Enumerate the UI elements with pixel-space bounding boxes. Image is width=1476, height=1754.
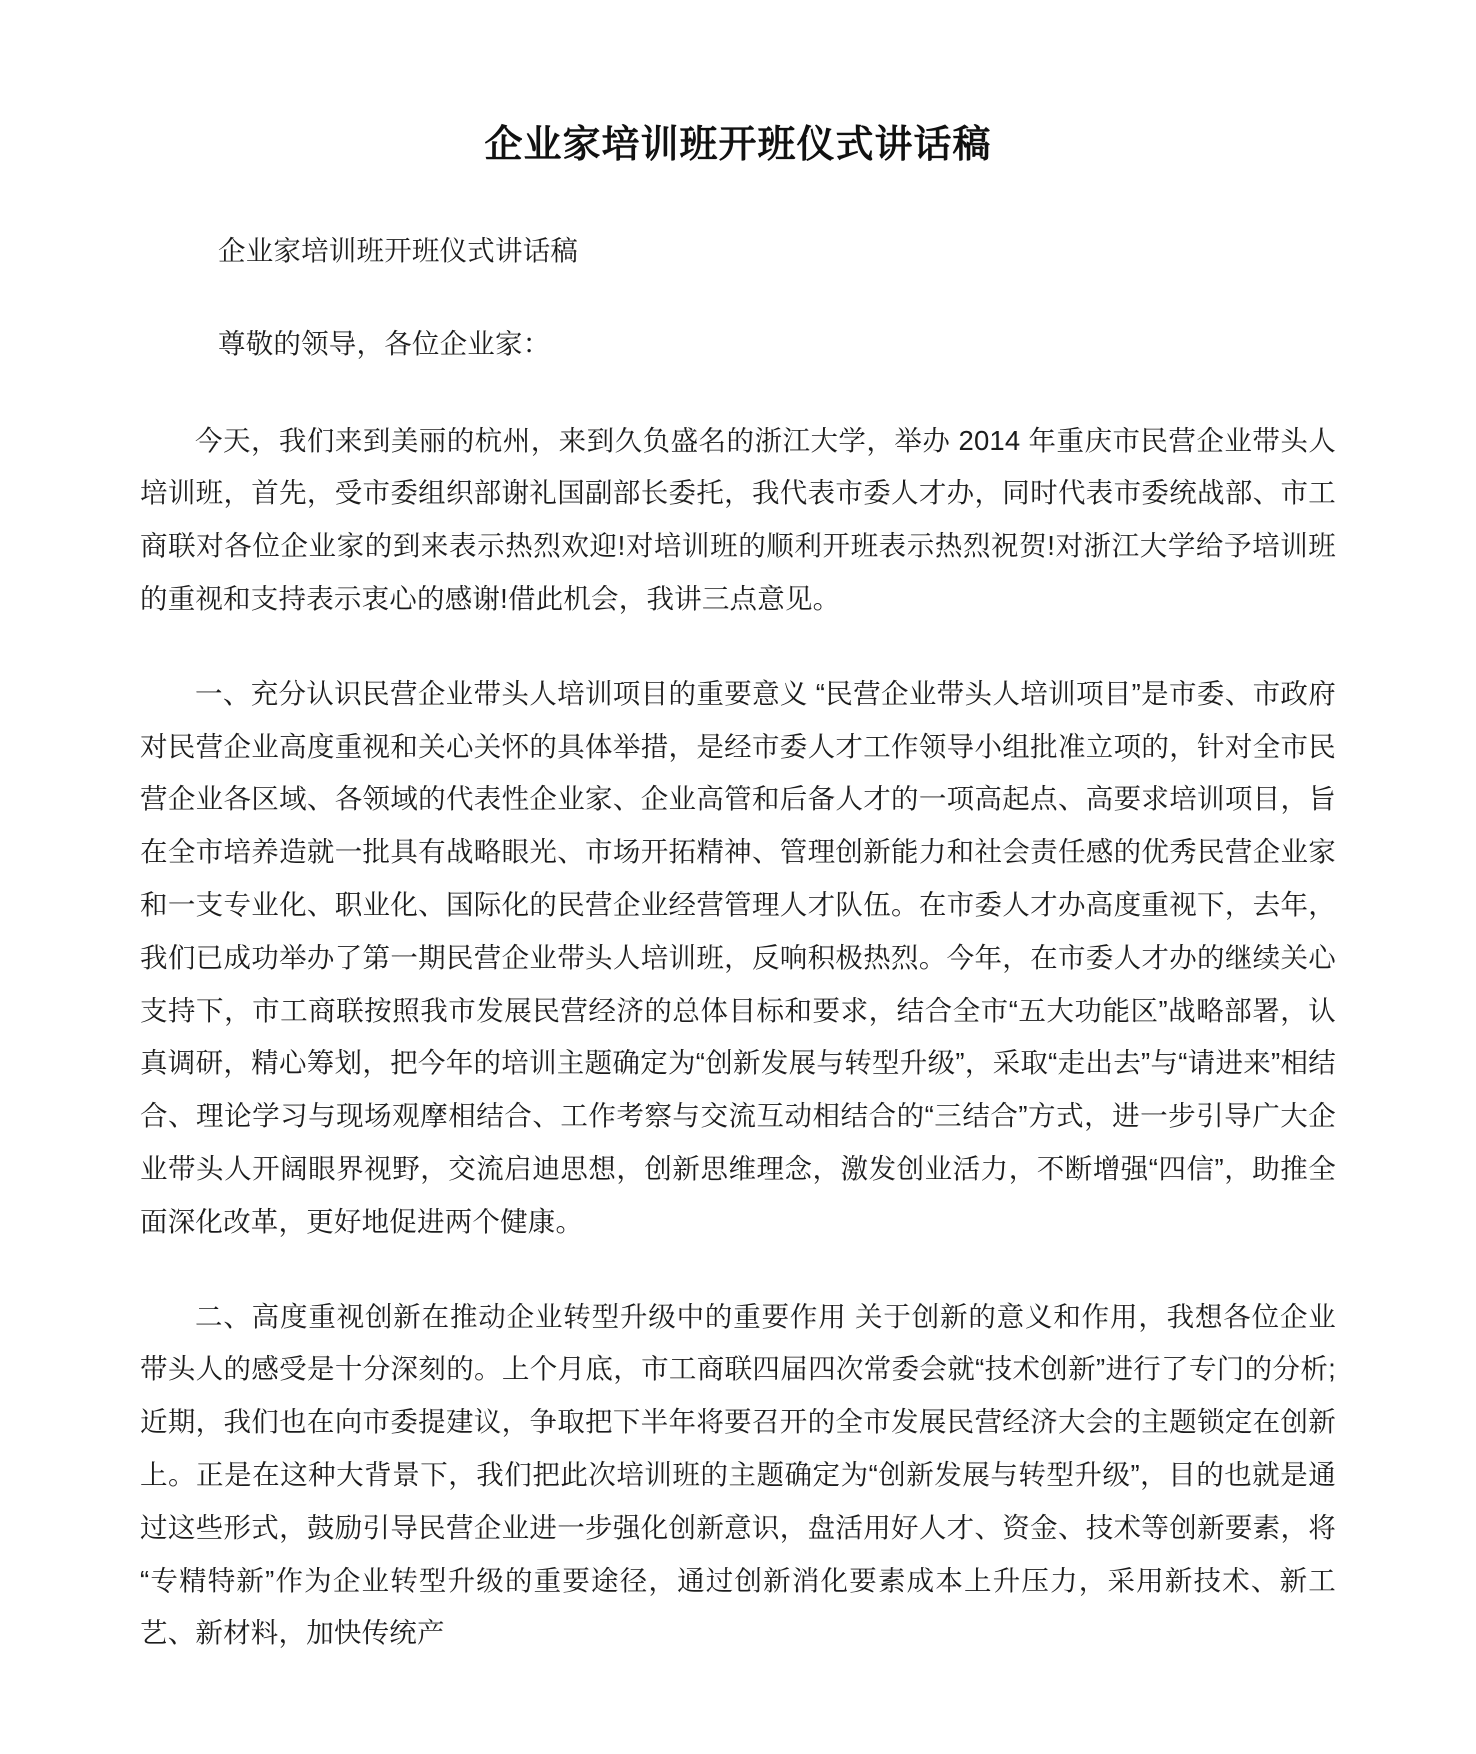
paragraph-section-one: 一、充分认识民营企业带头人培训项目的重要意义 “民营企业带头人培训项目”是市委、市政府对民营企业高度重视和关心关怀的具体举措，是经市委人才工作领导小组批准立项的，针对全市民营企业各区域、各领域的代表性企业家、企业高管和后备人才的一项高起点、高要求培训项目，旨在全市培养造就一批具有战略眼光、市场开拓精神、管理创新能力和社会责任感的优秀民营企业家和一支专业化、职业化、国际化的民营企业经营管理人才队伍。在市委人才办高度重视下，去年，我们已成功举办了第一期民营企业带头人培训班，反响积极热烈。今年，在市委人才办的继续关心支持下，市工商联按照我市发展民营经济的总体目标和要求，结合全市“五大功能区”战略部署，认真调研，精心筹划，把今年的培训主题确定为“创新发展与转型升级”，采取“走出去”与“请进来”相结合、理论学习与现场观摩相结合、工作考察与交流互动相结合的“三结合”方式，进一步引导广大企业带头人开阔眼界视野，交流启迪思想，创新思维理念，激发创业活力，不断增强“四信”，助推全面深化改革，更好地促进两个健康。 xyxy=(140,677,1336,1237)
paragraph-section-two: 二、高度重视创新在推动企业转型升级中的重要作用 关于创新的意义和作用，我想各位企业带头人的感受是十分深刻的。上个月底，市工商联四届四次常委会就“技术创新”进行了专门的分析;近期，我们也在向市委提建议，争取把下半年将要召开的全市发展民营经济大会的主题锁定在创新上。正是在这种大背景下，我们把此次培训班的主题确定为“创新发展与转型升级”，目的也就是通过这些形式，鼓励引导民营企业进一步强化创新意识，盘活用好人才、资金、技术等创新要素，将“专精特新”作为企业转型升级的重要途径，通过创新消化要素成本上升压力，采用新技术、新工艺、新材料，加快传统产 xyxy=(140,1300,1336,1649)
document-heading-line: 企业家培训班开班仪式讲话稿 xyxy=(218,235,579,267)
page-title: 企业家培训班开班仪式讲话稿 xyxy=(484,124,992,166)
paragraph-intro: 今天，我们来到美丽的杭州，来到久负盛名的浙江大学，举办 2014 年重庆市民营企业带头人培训班，首先，受市委组织部谢礼国副部长委托，我代表市委人才办，同时代表市委统战部、市工商联对各位企业家的到来表示热烈欢迎!对培训班的顺利开班表示热烈祝贺!对浙江大学给予培训班的重视和支持表示衷心的感谢!借此机会，我讲三点意见。 xyxy=(140,424,1336,615)
salutation-line: 尊敬的领导，各位企业家： xyxy=(218,327,551,359)
